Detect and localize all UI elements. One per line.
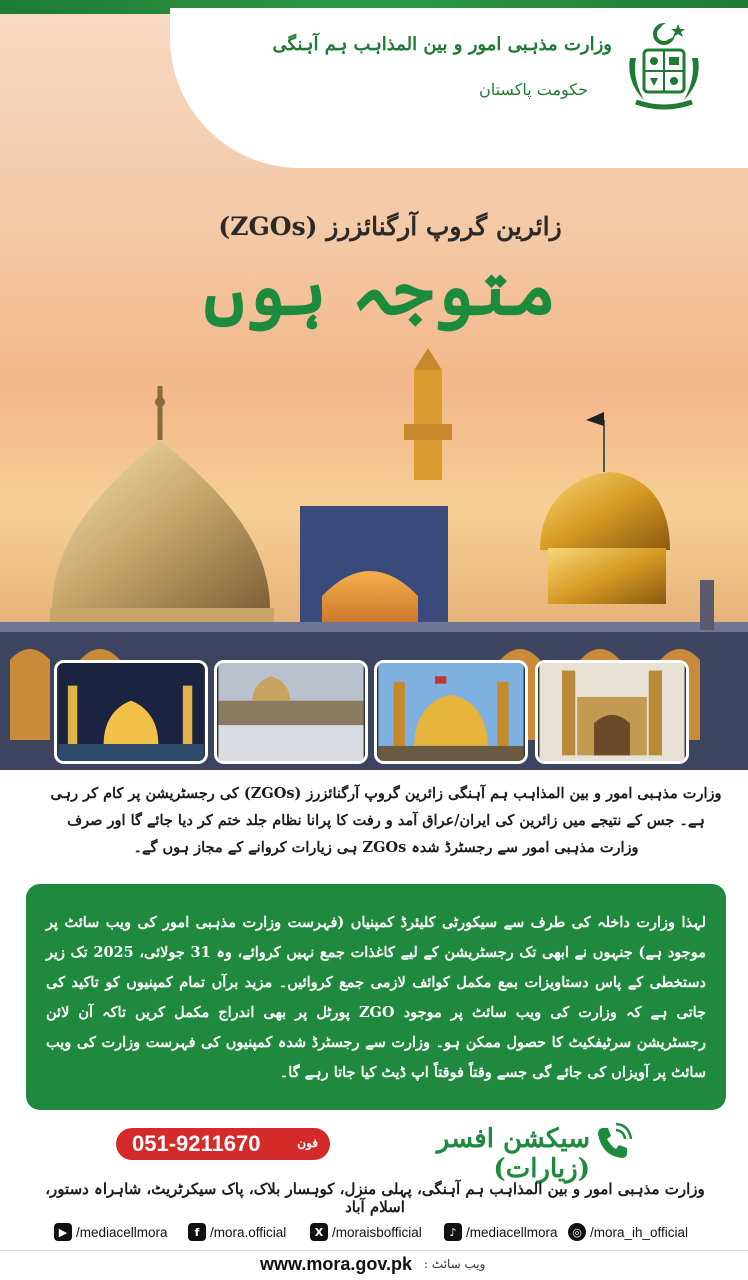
ministry-name: وزارت مذہبی امور و بین المذاہب ہم آہنگی <box>272 34 612 55</box>
phone-icon <box>592 1122 632 1162</box>
x-icon: X <box>310 1223 328 1241</box>
youtube-icon: ▶ <box>54 1223 72 1241</box>
phone-label: فون <box>297 1136 318 1150</box>
gallery-photo-shrine-night <box>54 660 208 764</box>
website-label: ویب سائٹ : <box>424 1257 486 1271</box>
office-address: وزارت مذہبی امور و بین المذاہب ہم آہنگی، پہلی منزل، کوہسار بلاک، پاک سیکرٹریٹ، شاہراہ دستور، اسلام آباد <box>45 1180 705 1216</box>
zgo-subheading: زائرین گروپ آرگنائزرز (ZGOs) <box>218 212 562 241</box>
social-handle[interactable]: /mora_ih_official <box>590 1224 689 1240</box>
section-officer-title: سیکشن افسر (زیارات) <box>436 1124 590 1184</box>
attention-heading: متوجہ ہوں <box>203 248 557 331</box>
gallery-photo-golden-dome <box>374 660 528 764</box>
social-handle[interactable]: /moraisbofficial <box>332 1224 422 1240</box>
gallery-photo-gate-minarets <box>535 660 689 764</box>
social-handle[interactable]: /mora.official <box>210 1224 287 1240</box>
website-row <box>0 1250 748 1280</box>
social-link-x[interactable] <box>310 1220 422 1244</box>
facebook-icon: f <box>188 1223 206 1241</box>
instagram-icon: ◎ <box>568 1223 586 1241</box>
contact-row <box>0 1122 748 1184</box>
social-link-tiktok[interactable] <box>444 1220 558 1244</box>
tiktok-icon: ♪ <box>444 1223 462 1241</box>
social-link-facebook[interactable] <box>188 1220 286 1244</box>
gallery-photo-courtyard <box>214 660 368 764</box>
social-link-instagram[interactable] <box>568 1220 688 1244</box>
social-handle[interactable]: /mediacellmora <box>76 1224 168 1240</box>
pakistan-emblem-icon <box>622 18 706 112</box>
notice-instructions: لہذا وزارت داخلہ کی طرف سے سیکورٹی کلیئرڈ کمپنیاں (فہرست وزارت مذہبی امور کی ویب سائٹ پر موجود ہے) جنہوں نے ابھی تک رجسٹریشن کے لیے کاغذات جمع نہیں کروائے، وہ 31 جولائی، 2025 تک زیر دستخطی کے پاس دستاویزات بمع مکمل کوائف لازمی جمع کروائیں۔ مزید برآں تمام کمپنیوں کو تاکید کی جاتی ہے کہ وزارت کی ویب سائٹ پر موجود ZGO پورٹل پر بھی اندراج مکمل کریں تاکہ آن لائن رجسٹریشن سرٹیفکیٹ کا حصول ممکن ہو۔ وزارت سے رجسٹرڈ شدہ کمپنیوں کی فہرست وزارت کی ویب سائٹ پر آویزاں کی جائے گی جسے وقتاً فوقتاً اپ ڈیٹ کیا جاتا رہے گا۔ <box>46 914 707 1081</box>
notice-intro: وزارت مذہبی امور و بین المذاہب ہم آہنگی زائرین گروپ آرگنائزرز (ZGOs) کی رجسٹریشن پر کام کر رہی ہے۔ جس کے نتیجے میں زائرین کی ایران/عراق آمد و رفت کا پرانا نظام جلد ختم کر دیا جائے گا اور صرف وزارت مذہبی امور سے رجسٹرڈ شدہ ZGOs ہی زیارات کروانے کے مجاز ہوں گے۔ <box>50 785 722 856</box>
website-link[interactable]: www.mora.gov.pk <box>260 1254 413 1274</box>
phone-number[interactable]: 051-9211670 <box>132 1131 261 1156</box>
government-name: حکومت پاکستان <box>478 80 588 99</box>
phone-badge[interactable] <box>116 1128 330 1160</box>
social-links <box>0 1220 748 1244</box>
social-handle[interactable]: /mediacellmora <box>466 1224 558 1240</box>
social-link-youtube[interactable] <box>54 1220 168 1244</box>
